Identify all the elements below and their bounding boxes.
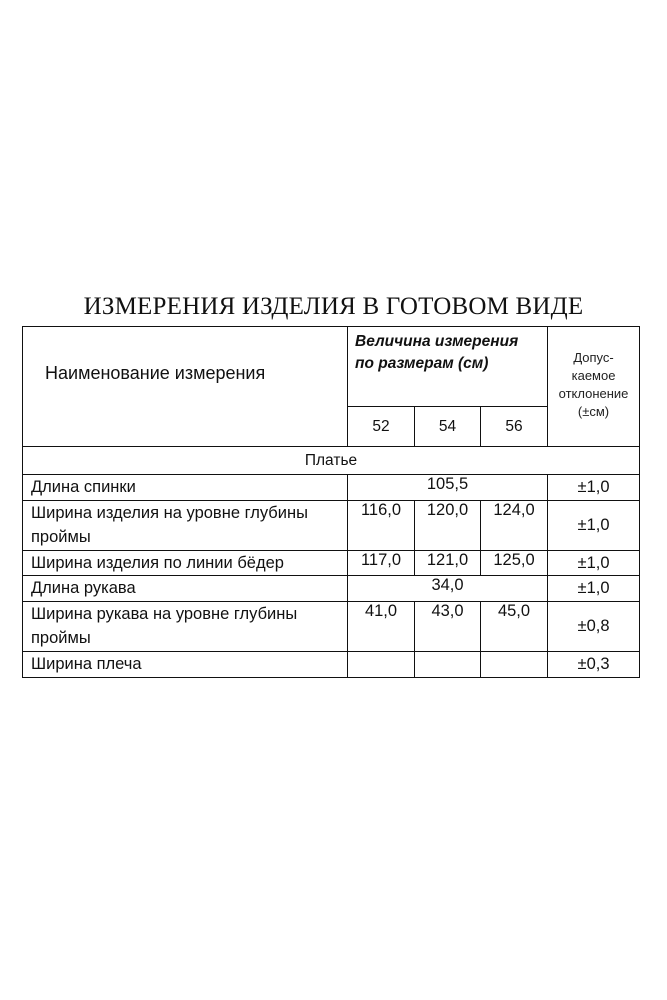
header-tolerance-line3: отклонение — [558, 386, 629, 401]
row-value-54 — [415, 652, 481, 678]
section-row — [23, 447, 640, 475]
row-tolerance: ±1,0 — [548, 551, 640, 576]
row-value-56: 125,0 — [481, 551, 548, 576]
row-value-56: 124,0 — [481, 501, 548, 551]
row-value-52: 116,0 — [348, 501, 415, 551]
row-name: Ширина изделия по линии бёдер — [23, 551, 348, 576]
row-tolerance: ±0,3 — [548, 652, 640, 678]
header-tolerance-line2: каемое — [571, 368, 616, 383]
row-value-56 — [481, 652, 548, 678]
row-value-52 — [348, 652, 415, 678]
row-name: Длина спинки — [23, 475, 348, 501]
row-value-merged: 34,0 — [348, 576, 548, 602]
size-56-header: 56 — [481, 407, 548, 447]
row-value-54: 43,0 — [415, 602, 481, 652]
table-row — [23, 652, 640, 678]
header-tolerance — [548, 327, 640, 447]
header-tolerance-line1: Допус- — [573, 350, 614, 365]
table-row — [23, 576, 640, 602]
table-header-row — [23, 327, 640, 407]
row-tolerance: ±1,0 — [548, 576, 640, 602]
size-54-header: 54 — [415, 407, 481, 447]
table-row — [23, 551, 640, 576]
row-value-52: 41,0 — [348, 602, 415, 652]
table-row — [23, 475, 640, 501]
header-size-group-line2: по размерам (см) — [355, 355, 489, 372]
section-title: Платье — [23, 447, 640, 475]
row-tolerance: ±0,8 — [548, 602, 640, 652]
row-tolerance: ±1,0 — [548, 501, 640, 551]
row-name: Ширина плеча — [23, 652, 348, 678]
row-value-merged: 105,5 — [348, 475, 548, 501]
row-value-54: 121,0 — [415, 551, 481, 576]
header-tolerance-line4: (±см) — [577, 404, 610, 419]
measurements-table — [22, 326, 640, 678]
header-size-group-line1: Величина измерения — [355, 333, 519, 350]
row-tolerance: ±1,0 — [548, 475, 640, 501]
row-value-52: 117,0 — [348, 551, 415, 576]
row-value-54: 120,0 — [415, 501, 481, 551]
size-52-header: 52 — [348, 407, 415, 447]
page-title: ИЗМЕРЕНИЯ ИЗДЕЛИЯ В ГОТОВОМ ВИДЕ — [83, 293, 584, 320]
row-name: Ширина изделия на уровне глубины проймы — [23, 501, 348, 551]
row-name: Длина рукава — [23, 576, 348, 602]
row-name: Ширина рукава на уровне глубины проймы — [23, 602, 348, 652]
header-size-group — [348, 327, 548, 407]
header-measurement-name: Наименование измерения — [23, 327, 348, 447]
row-value-56: 45,0 — [481, 602, 548, 652]
table-row — [23, 501, 640, 551]
table-row — [23, 602, 640, 652]
